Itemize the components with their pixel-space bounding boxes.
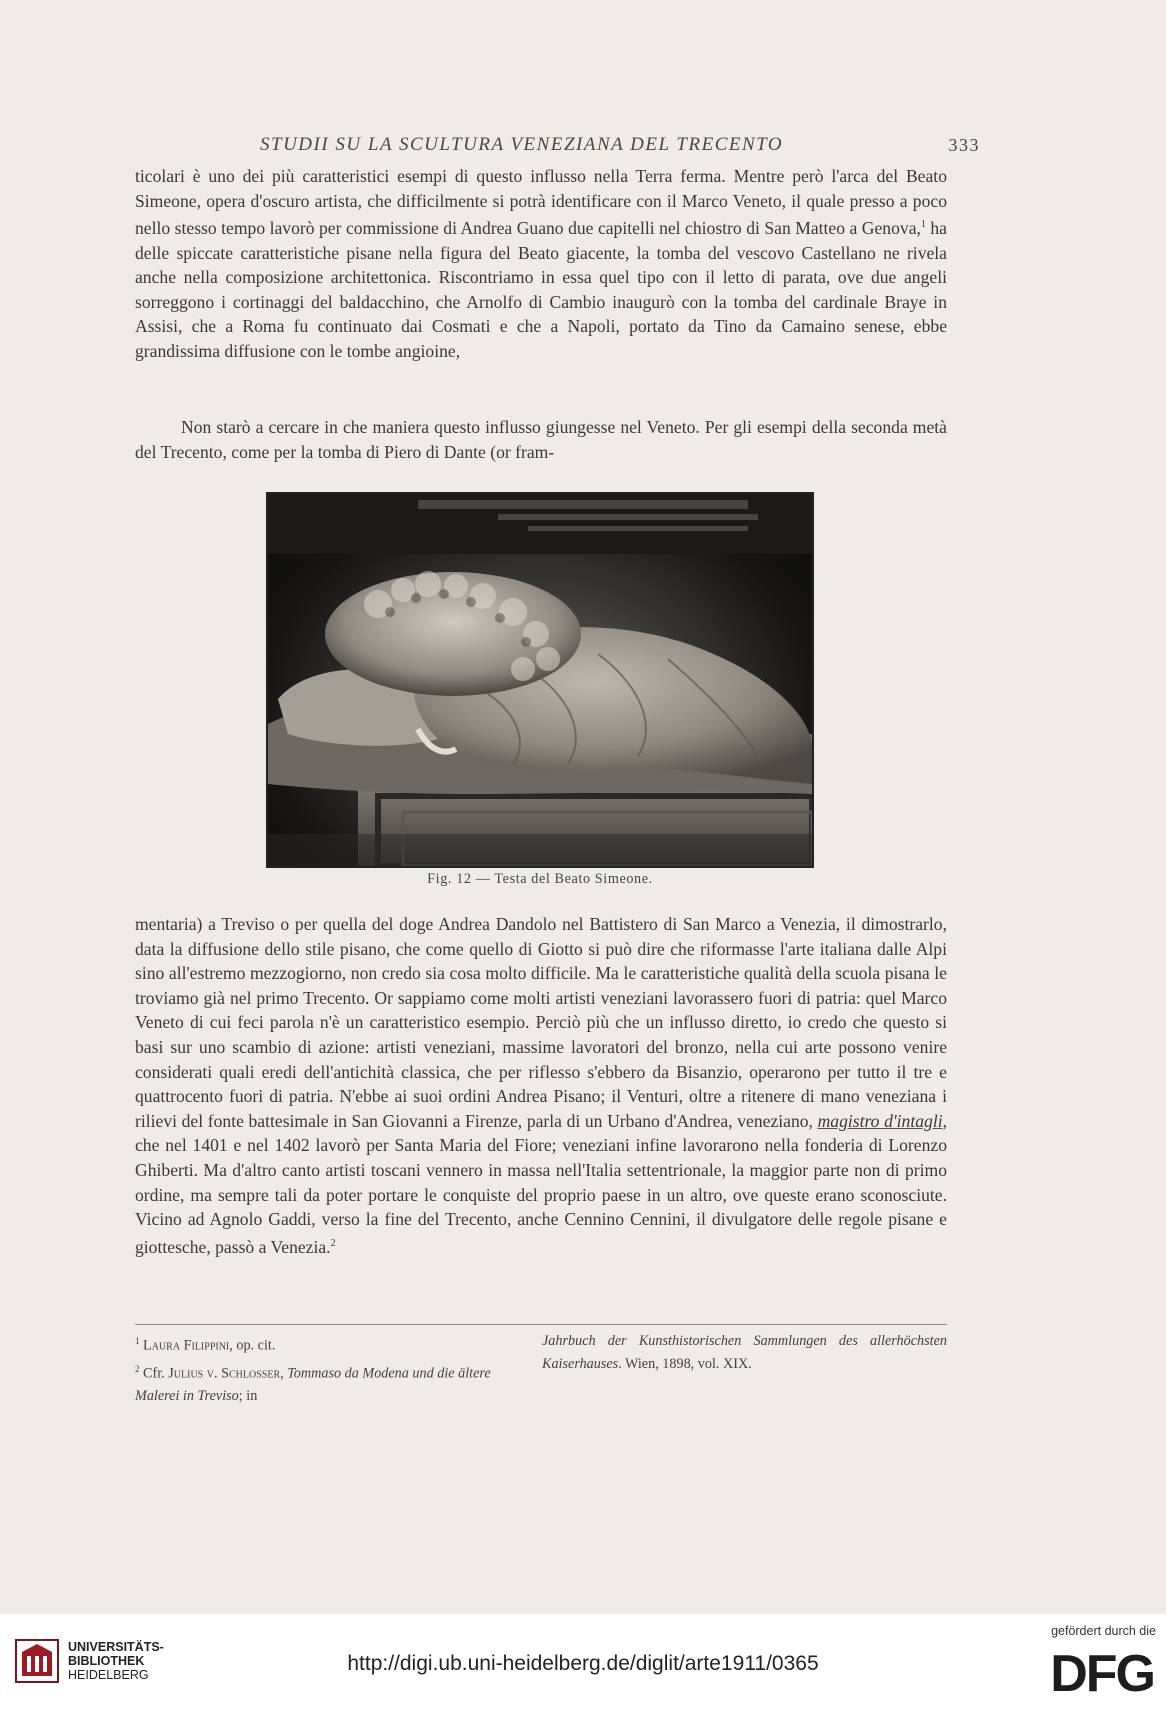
footnote-1-text: , op. cit. xyxy=(229,1337,276,1354)
footnote-2-journal: Jahrbuch der Kunsthistorischen Sammlungen des allerhöchsten Kaiserhauses xyxy=(542,1333,947,1372)
figure-photo xyxy=(266,492,814,868)
effigy-photo-illustration xyxy=(268,494,812,866)
paragraph-1-rest: ha delle spiccate caratteristiche pisane nella figura del Beato giacente, la tomba del vescovo Castellano ne rivela anche nella composizione architettonica. Riscontriamo in essa quel tipo con il letto di parata, ove due angeli sorreggono i cortinaggi del baldacchino, che Arnolfo di Cambio inaugurò con la tomba del cardinale Braye in Assisi, che a Roma fu continuato dai Cosmati e che a Napoli, portato da Tino da Camaino senese, ebbe grandissima diffusione con le tombe angioine, xyxy=(135,218,947,362)
library-name-line-2: BIBLIOTHEK xyxy=(68,1654,145,1668)
footnote-2-mark: 2 xyxy=(135,1363,140,1374)
permalink-url[interactable]: http://digi.ub.uni-heidelberg.de/diglit/arte1911/0365 xyxy=(347,1652,819,1675)
page-number: 333 xyxy=(948,135,980,155)
footnote-2-separator: , xyxy=(280,1365,288,1382)
running-title: STUDII SU LA SCULTURA VENEZIANA DEL TRECENTO xyxy=(260,134,784,155)
paragraph-1-text: ticolari è uno dei più caratteristici esempi di questo influsso nella Terra ferma. Mentre però l'arca del Beato Simeone, opera d'oscuro artista, che difficilmente si potrà identificare con il Marco Veneto, il quale presso a poco nello stesso tempo lavorò per commissione di Andrea Guano due capitelli nel chiostro di San Matteo a Genova, xyxy=(135,166,947,239)
library-name-line-1: UNIVERSITÄTS- xyxy=(68,1640,164,1654)
footnote-2-title: Tommaso da Modena und die ältere Malerei in Treviso xyxy=(135,1365,491,1405)
paragraph-2: Non starò a cercare in che maniera questo influsso giungesse nel Veneto. Per gli esempi della seconda metà del Trecento, come per la tomba di Piero di Dante (or fram- xyxy=(135,417,947,462)
dfg-logo: DFG xyxy=(1050,1645,1154,1703)
paragraph-3-text-b: , che nel 1401 e nel 1402 lavorò per Santa Maria del Fiore; veneziani infine lavorarono nella fonderia di Lorenzo Ghiberti. Ma d'altro canto artisti toscani vennero in massa nell'Italia settentrionale, la maggior parte non di primo ordine, ma sempre tali da poter portare le conquiste del proprio paese in un altro, ove queste erano sconosciute. Vicino ad Agnolo Gaddi, verso la fine del Trecento, anche Cennino Cennini, il divulgatore delle regole pisane e giottesche, passò a Venezia. xyxy=(135,1110,947,1257)
paragraph-1 xyxy=(135,164,947,364)
footnote-2-prefix: Cfr. xyxy=(143,1365,169,1382)
digital-library-footer xyxy=(0,1614,1166,1714)
footnote-ref-2: 2 xyxy=(330,1237,336,1249)
footnotes-right-column xyxy=(542,1330,947,1376)
footnote-2-end: . Wien, 1898, vol. XIX. xyxy=(618,1356,752,1372)
paragraph-3 xyxy=(135,912,947,1259)
paragraph-3-text-a: mentaria) a Treviso o per quella del doge Andrea Dandolo nel Battistero di San Marco a Venezia, il dimostrarlo, data la diffusione dello stile pisano, che come quello di Giotto si può dire che riformasse l'arte italiana dalle Alpi sino all'estremo mezzogiorno, non credo sia cosa molto difficile. Ma le caratteristiche qualità della scuola pisana le troviamo già nel primo Trecento. Or sappiamo come molti artisti veneziani lavorassero fuori di patria: quel Marco Veneto di cui feci parola n'è un caratteristico esempio. Perciò più che un influsso diretto, io credo che questo si basi sur uno scambio di azione: artisti veneziani, massime lavoratori del bronzo, nella cui arte possono venire considerati quali eredi dell'antichità classica, che per riflesso s'ebbero da Bisanzio, operarono per tutto il tre e quattrocento fuori di patria. N'ebbe ai suoi ordini Andrea Pisano; il Venturi, oltre a ritenere di mano veneziana i rilievi del fonte battesimale in San Giovanni a Firenze, parla di un Urbano d'Andrea, veneziano, xyxy=(135,914,947,1131)
library-name-line-3: HEIDELBERG xyxy=(68,1668,149,1682)
paragraph-3-italic-term: magistro d'intagli xyxy=(817,1110,943,1131)
footnote-1-mark: 1 xyxy=(135,1336,140,1346)
footnote-ref-1: 1 xyxy=(920,219,926,231)
footnote-rule xyxy=(135,1324,947,1325)
footnote-1-author: Laura Filippini xyxy=(143,1337,230,1354)
page-header xyxy=(140,134,980,160)
figure-caption: Fig. 12 — Testa del Beato Simeone. xyxy=(427,871,653,887)
footnote-2-mid: ; in xyxy=(238,1388,258,1405)
footnotes-left-column xyxy=(135,1330,537,1408)
footnote-2-author: Julius v. Schlosser xyxy=(168,1365,281,1382)
funded-by-label: gefördert durch die xyxy=(1051,1624,1156,1638)
